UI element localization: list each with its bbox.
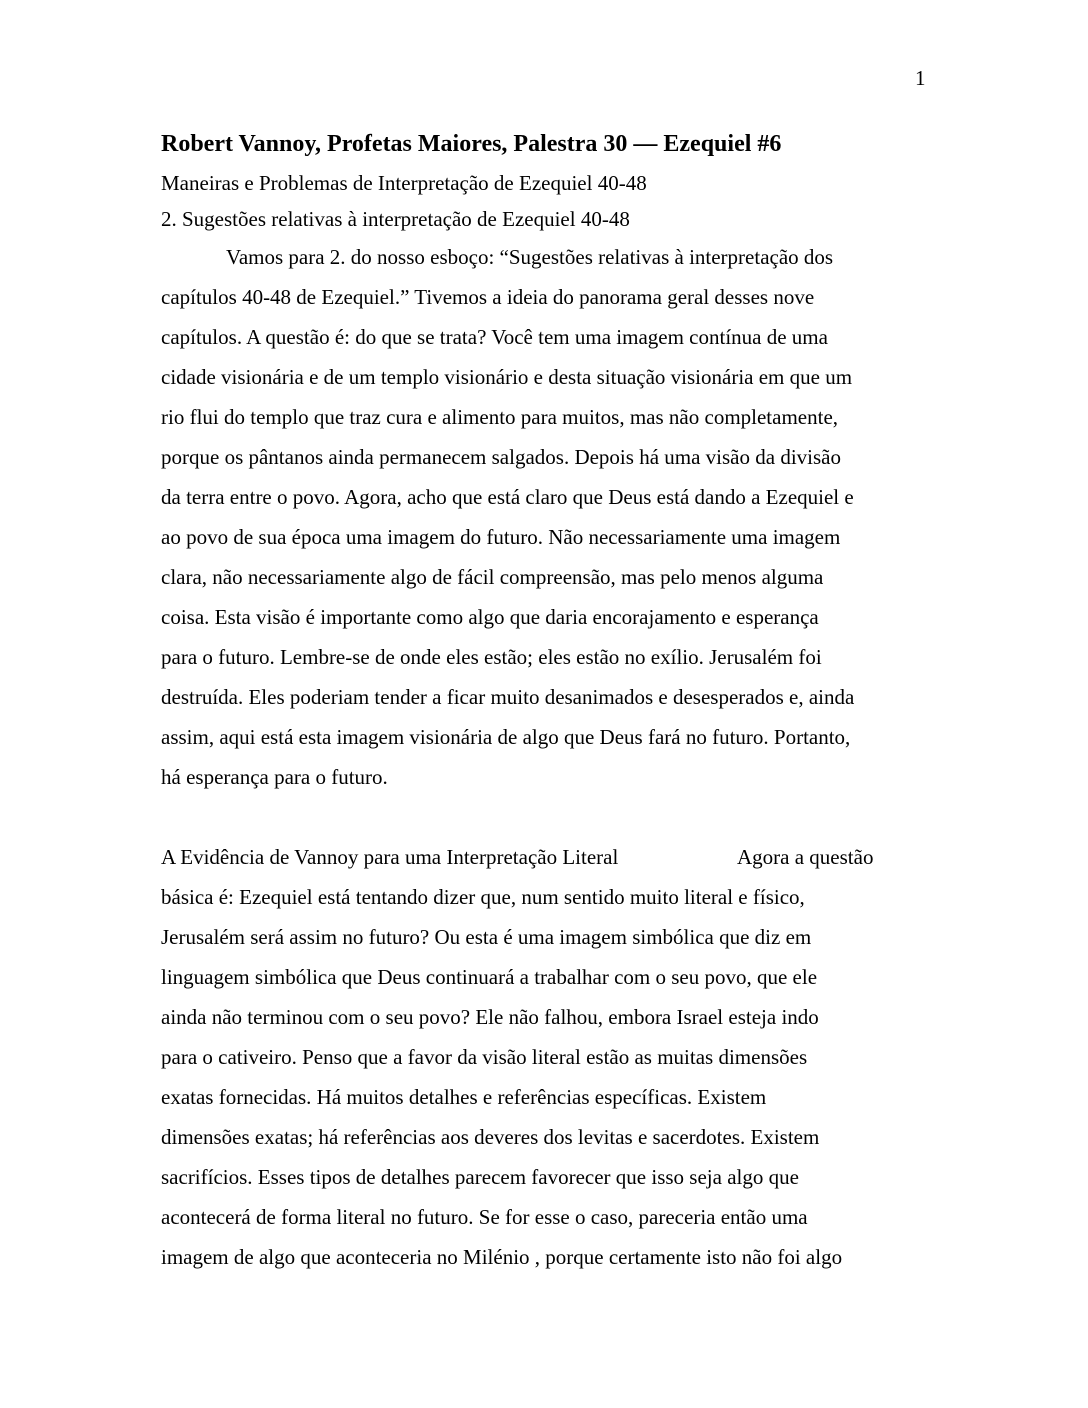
page-number: 1 bbox=[915, 66, 926, 90]
paragraph-line: rio flui do templo que traz cura e alimento para muitos, mas não completamente, bbox=[161, 405, 839, 429]
paragraph-line: linguagem simbólica que Deus continuará a trabalhar com o seu povo, que ele bbox=[161, 965, 818, 989]
paragraph-spacer bbox=[161, 797, 931, 837]
paragraph-line: da terra entre o povo. Agora, acho que está claro que Deus está dando a Ezequiel e bbox=[161, 485, 854, 509]
paragraph-line: Jerusalém será assim no futuro? Ou esta é uma imagem simbólica que diz em bbox=[161, 925, 812, 949]
paragraph-line: para o futuro. Lembre-se de onde eles estão; eles estão no exílio. Jerusalém foi bbox=[161, 645, 822, 669]
paragraph-line: capítulos. A questão é: do que se trata? Você tem uma imagem contínua de uma bbox=[161, 325, 828, 349]
paragraph-line: porque os pântanos ainda permanecem salgados. Depois há uma visão da divisão bbox=[161, 445, 841, 469]
paragraph-line: cidade visionária e de um templo visionário e desta situação visionária em que um bbox=[161, 365, 853, 389]
section-heading: A Evidência de Vannoy para uma Interpretação Literal bbox=[161, 845, 619, 869]
paragraph-line: ao povo de sua época uma imagem do futuro. Não necessariamente uma imagem bbox=[161, 525, 841, 549]
paragraph-line: clara, não necessariamente algo de fácil compreensão, mas pelo menos alguma bbox=[161, 565, 824, 589]
paragraph-line: capítulos 40-48 de Ezequiel.” Tivemos a ideia do panorama geral desses nove bbox=[161, 285, 815, 309]
paragraph-line: há esperança para o futuro. bbox=[161, 765, 388, 789]
paragraph-line: imagem de algo que aconteceria no Milénio , porque certamente isto não foi algo bbox=[161, 1245, 843, 1269]
subsection-subtitle: 2. Sugestões relativas à interpretação de Ezequiel 40-48 bbox=[161, 207, 630, 231]
document-body bbox=[161, 127, 931, 1277]
paragraph-line: destruída. Eles poderiam tender a ficar muito desanimados e desesperados e, ainda bbox=[161, 685, 855, 709]
paragraph-line: acontecerá de forma literal no futuro. Se for esse o caso, pareceria então uma bbox=[161, 1205, 808, 1229]
paragraph-line: Vamos para 2. do nosso esboço: “Sugestões relativas à interpretação dos bbox=[226, 245, 834, 269]
paragraph-line: coisa. Esta visão é importante como algo que daria encorajamento e esperança bbox=[161, 605, 819, 629]
lecture-title: Robert Vannoy, Profetas Maiores, Palestra 30 — Ezequiel #6 bbox=[161, 131, 782, 157]
paragraph-line: para o cativeiro. Penso que a favor da visão literal estão as muitas dimensões bbox=[161, 1045, 808, 1069]
section-heading-line bbox=[161, 837, 931, 877]
paragraph-line: exatas fornecidas. Há muitos detalhes e referências específicas. Existem bbox=[161, 1085, 767, 1109]
paragraph-intro bbox=[161, 237, 931, 797]
paragraph-line: ainda não terminou com o seu povo? Ele não falhou, embora Israel esteja indo bbox=[161, 1005, 819, 1029]
paragraph-line: dimensões exatas; há referências aos deveres dos levitas e sacerdotes. Existem bbox=[161, 1125, 820, 1149]
paragraph-literal-evidence bbox=[161, 837, 931, 1277]
paragraph-first-text: Agora a questão bbox=[737, 845, 874, 869]
section-subtitle: Maneiras e Problemas de Interpretação de Ezequiel 40-48 bbox=[161, 171, 647, 195]
paragraph-line: básica é: Ezequiel está tentando dizer que, num sentido muito literal e físico, bbox=[161, 885, 805, 909]
paragraph-line: sacrifícios. Esses tipos de detalhes parecem favorecer que isso seja algo que bbox=[161, 1165, 799, 1189]
paragraph-line: assim, aqui está esta imagem visionária de algo que Deus fará no futuro. Portanto, bbox=[161, 725, 851, 749]
